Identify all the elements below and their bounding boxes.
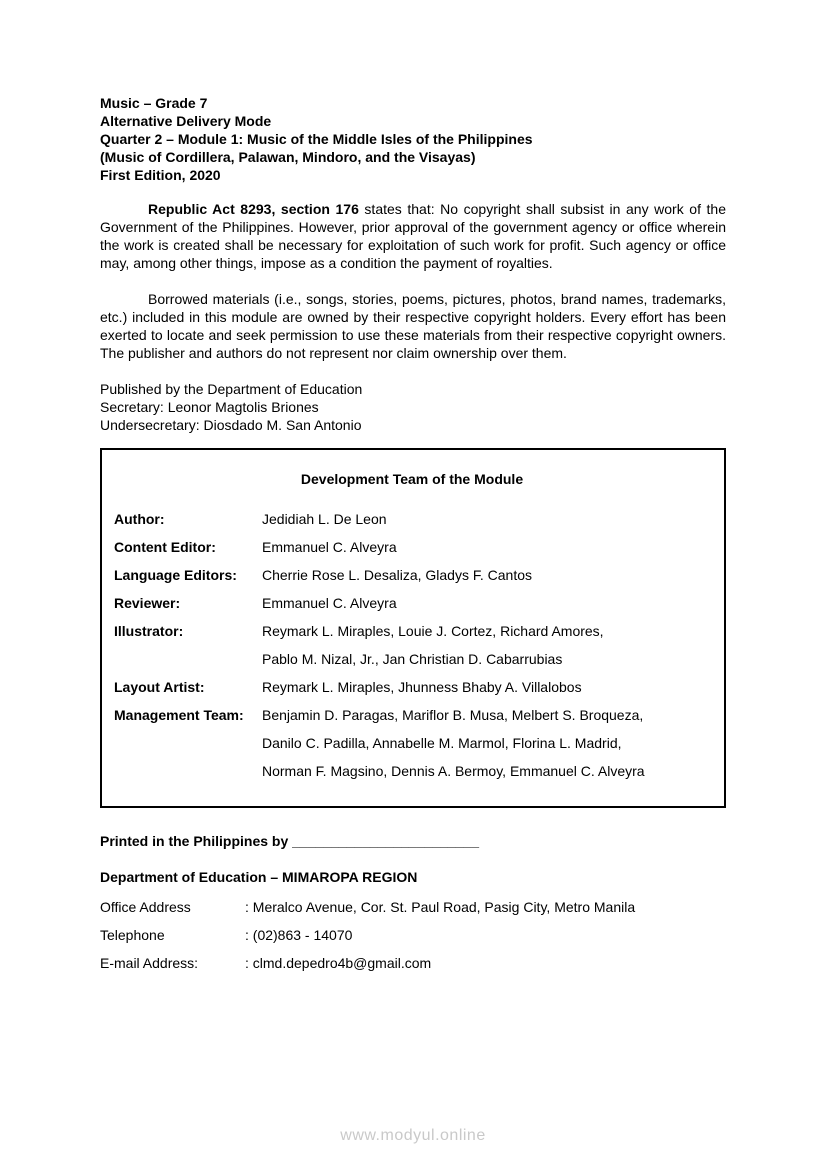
dev-team-member-names: Pablo M. Nizal, Jr., Jan Christian D. Cabarrubias xyxy=(262,651,563,667)
dev-team-role-label: Reviewer: xyxy=(114,595,181,611)
dev-team-row xyxy=(114,566,710,584)
contact-row xyxy=(100,898,726,916)
dev-team-row xyxy=(114,706,710,724)
dev-team-row xyxy=(114,622,710,640)
contact-label: E-mail Address: xyxy=(100,955,199,971)
dev-team-member-names: Emmanuel C. Alveyra xyxy=(262,539,397,555)
dev-team-role-label: Content Editor: xyxy=(114,539,216,555)
development-team-title: Development Team of the Module xyxy=(300,471,524,487)
module-subject-grade: Music – Grade 7 xyxy=(100,95,208,111)
dev-team-row xyxy=(114,594,710,612)
publisher-block xyxy=(100,380,726,434)
contact-value: : (02)863 - 14070 xyxy=(245,927,353,943)
republic-act-reference: Republic Act 8293, section 176 xyxy=(148,201,359,217)
dev-team-member-names: Benjamin D. Paragas, Mariflor B. Musa, Melbert S. Broqueza, xyxy=(262,707,644,723)
copyright-notice-text: states that: No copyright shall subsist in any work of the Government of the Philippines. However, prior approval of the government agency or office wherein the work is created shall be necessary for exploitation of such work for profit. Such agency or office may, among other things, impose as a condition the payment of royalties. xyxy=(100,201,726,271)
dev-team-member-names: Jedidiah L. De Leon xyxy=(262,511,387,527)
published-by-line: Published by the Department of Education xyxy=(100,381,363,397)
dev-team-role-label: Illustrator: xyxy=(114,623,184,639)
secretary-line: Secretary: Leonor Magtolis Briones xyxy=(100,399,319,415)
contact-value: : clmd.depedro4b@gmail.com xyxy=(245,955,432,971)
module-title-block xyxy=(100,94,726,184)
dev-team-row xyxy=(114,734,710,752)
dev-team-member-names: Reymark L. Miraples, Jhunness Bhaby A. Villalobos xyxy=(262,679,582,695)
borrowed-materials-paragraph: Borrowed materials (i.e., songs, stories, poems, pictures, photos, brand names, trademarks, etc.) included in this module are owned by their respective copyright holders. Every effort has been exerted to locate and seek permission to use these materials from their respective copyright owners. The publisher and authors do not represent nor claim ownership over them. xyxy=(100,291,726,361)
dev-team-role-label: Layout Artist: xyxy=(114,679,205,695)
dev-team-row xyxy=(114,510,710,528)
module-quarter-title: Quarter 2 – Module 1: Music of the Middle Isles of the Philippines xyxy=(100,131,533,147)
dev-team-member-names: Reymark L. Miraples, Louie J. Cortez, Richard Amores, xyxy=(262,623,604,639)
dev-team-member-names: Norman F. Magsino, Dennis A. Bermoy, Emmanuel C. Alveyra xyxy=(262,763,645,779)
module-edition: First Edition, 2020 xyxy=(100,167,221,183)
copyright-notice-paragraph xyxy=(100,200,726,272)
undersecretary-line: Undersecretary: Diosdado M. San Antonio xyxy=(100,417,362,433)
dev-team-role-label: Management Team: xyxy=(114,707,244,723)
watermark-text: www.modyul.online xyxy=(340,1127,486,1144)
printed-by-label: Printed in the Philippines by xyxy=(100,833,293,849)
dev-team-member-names: Cherrie Rose L. Desaliza, Gladys F. Cantos xyxy=(262,567,532,583)
dev-team-row xyxy=(114,762,710,780)
module-delivery-mode: Alternative Delivery Mode xyxy=(100,113,272,129)
dev-team-role-label xyxy=(114,734,262,752)
development-team-box xyxy=(100,448,726,808)
dev-team-member-names: Emmanuel C. Alveyra xyxy=(262,595,397,611)
dev-team-role-label xyxy=(114,762,262,780)
dev-team-member-names: Danilo C. Padilla, Annabelle M. Marmol, Florina L. Madrid, xyxy=(262,735,622,751)
contact-label: Telephone xyxy=(100,927,165,943)
dev-team-role-label: Author: xyxy=(114,511,165,527)
contact-value: : Meralco Avenue, Cor. St. Paul Road, Pasig City, Metro Manila xyxy=(245,899,636,915)
contact-info-block xyxy=(100,898,726,972)
dev-team-role-label xyxy=(114,650,262,668)
region-heading: Department of Education – MIMAROPA REGION xyxy=(100,869,418,885)
dev-team-row xyxy=(114,650,710,668)
development-team-rows xyxy=(114,510,710,780)
printed-by-blank-line: ________________________ xyxy=(292,833,480,849)
contact-row xyxy=(100,926,726,944)
dev-team-row xyxy=(114,538,710,556)
printed-in-philippines-line xyxy=(100,832,726,850)
module-subtitle: (Music of Cordillera, Palawan, Mindoro, and the Visayas) xyxy=(100,149,476,165)
dev-team-role-label: Language Editors: xyxy=(114,567,237,583)
contact-row xyxy=(100,954,726,972)
contact-label: Office Address xyxy=(100,899,191,915)
dev-team-row xyxy=(114,678,710,696)
